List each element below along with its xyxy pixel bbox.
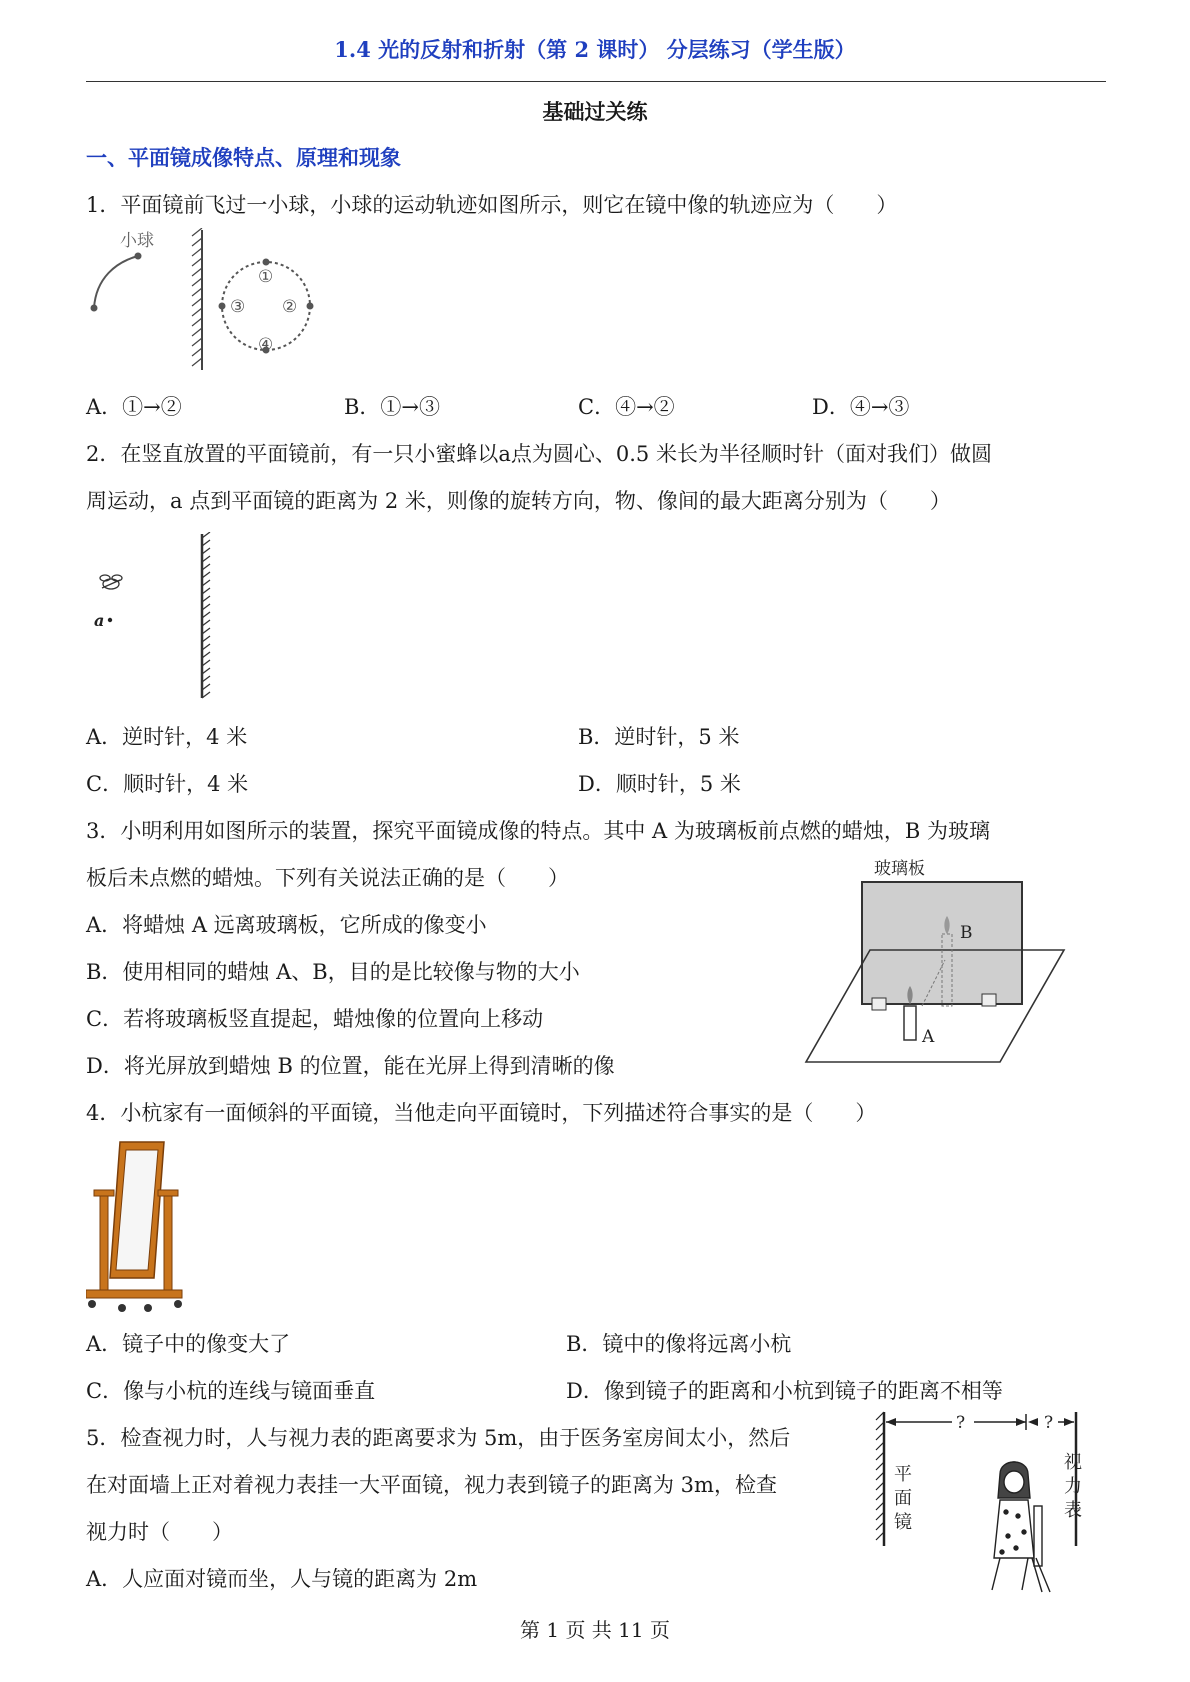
q3-option-b: B．使用相同的蜡烛 A、B，目的是比较像与物的大小 [86,960,580,984]
q5-option-a: A．人应面对镜而坐，人与镜的距离为 2m [86,1567,478,1591]
q1-figure [86,228,326,378]
question-1-stem: 1．平面镜前飞过一小球，小球的运动轨迹如图所示，则它在镜中像的轨迹应为（ ） [86,193,898,217]
page-footer: 第 1 页 共 11 页 [520,1618,670,1642]
q3-candle-a-label: A [922,1027,935,1047]
q4-option-a: A．镜子中的像变大了 [86,1332,291,1356]
girl-sitting-icon [992,1462,1050,1592]
q3-figure [800,854,1070,1070]
q1-option-c: C．④→② [578,395,675,419]
question-5-stem-line2: 在对面墙上正对着视力表挂一大平面镜，视力表到镜子的距离为 3m，检查 [86,1473,777,1497]
q5-figure [872,1408,1082,1598]
q1-ball-label: 小球 [120,231,154,251]
q3-option-a: A．将蜡烛 A 远离玻璃板，它所成的像变小 [86,913,487,937]
question-3-stem-line2: 板后未点燃的蜡烛。下列有关说法正确的是（ ） [86,866,569,890]
q1-mark-4: ④ [258,335,274,355]
q1-option-d: D．④→③ [812,395,910,419]
bee-icon [100,575,122,589]
q4-option-b: B．镜中的像将远离小杭 [566,1332,792,1356]
q2-option-d: D．顺时针，5 米 [578,772,741,796]
header-rule [86,81,1106,82]
q2-figure [86,532,226,700]
q1-mark-2: ② [282,297,298,317]
q3-option-d: D．将光屏放到蜡烛 B 的位置，能在光屏上得到清晰的像 [86,1054,615,1078]
q5-unknown-distance-2: ? [1044,1413,1054,1433]
q5-mirror-label-1: 平 [894,1464,912,1485]
question-2-stem-line1: 2．在竖直放置的平面镜前，有一只小蜜蜂以a点为圆心、0.5 米长为半径顺时针（面对我们）做圆 [86,442,992,466]
q3-option-c: C．若将玻璃板竖直提起，蜡烛像的位置向上移动 [86,1007,544,1031]
q5-mirror-label-3: 镜 [894,1512,912,1533]
question-5-stem-line1: 5．检查视力时，人与视力表的距离要求为 5m，由于医务室房间太小，然后 [86,1426,791,1450]
mirror-stand-image [86,1138,186,1314]
q5-chart-label-1: 视 [1064,1452,1082,1473]
q2-option-c: C．顺时针，4 米 [86,772,249,796]
section-title: 基础过关练 [542,99,648,124]
q2-option-b: B．逆时针，5 米 [578,725,740,749]
question-5-stem-line3: 视力时（ ） [86,1520,233,1544]
q4-option-d: D．像到镜子的距离和小杭到镜子的距离不相等 [566,1379,1003,1403]
q1-mark-1: ① [258,267,274,287]
q3-candle-b-label: B [960,923,973,943]
q4-option-c: C．像与小杭的连线与镜面垂直 [86,1379,376,1403]
page-header-title: 1.4 光的反射和折射（第 2 课时） 分层练习（学生版） [334,37,856,62]
q5-mirror-label-2: 面 [894,1488,912,1509]
q1-mark-3: ③ [230,297,246,317]
q2-point-label: a [94,611,105,630]
subsection-title: 一、平面镜成像特点、原理和现象 [86,145,401,170]
q5-unknown-distance-1: ? [956,1413,966,1433]
q5-chart-label-3: 表 [1064,1500,1082,1521]
q1-option-a: A．①→② [86,395,182,419]
question-3-stem-line1: 3．小明利用如图所示的装置，探究平面镜成像的特点。其中 A 为玻璃板前点燃的蜡烛，B 为玻璃 [86,819,990,843]
q5-chart-label-2: 力 [1064,1476,1082,1497]
q1-option-b: B．①→③ [344,395,441,419]
question-4-stem: 4．小杭家有一面倾斜的平面镜，当他走向平面镜时，下列描述符合事实的是（ ） [86,1101,877,1125]
q2-option-a: A．逆时针，4 米 [86,725,248,749]
question-2-stem-line2: 周运动，a 点到平面镜的距离为 2 米，则像的旋转方向，物、像间的最大距离分别为（ ） [86,489,951,513]
q3-glass-label: 玻璃板 [874,859,925,879]
